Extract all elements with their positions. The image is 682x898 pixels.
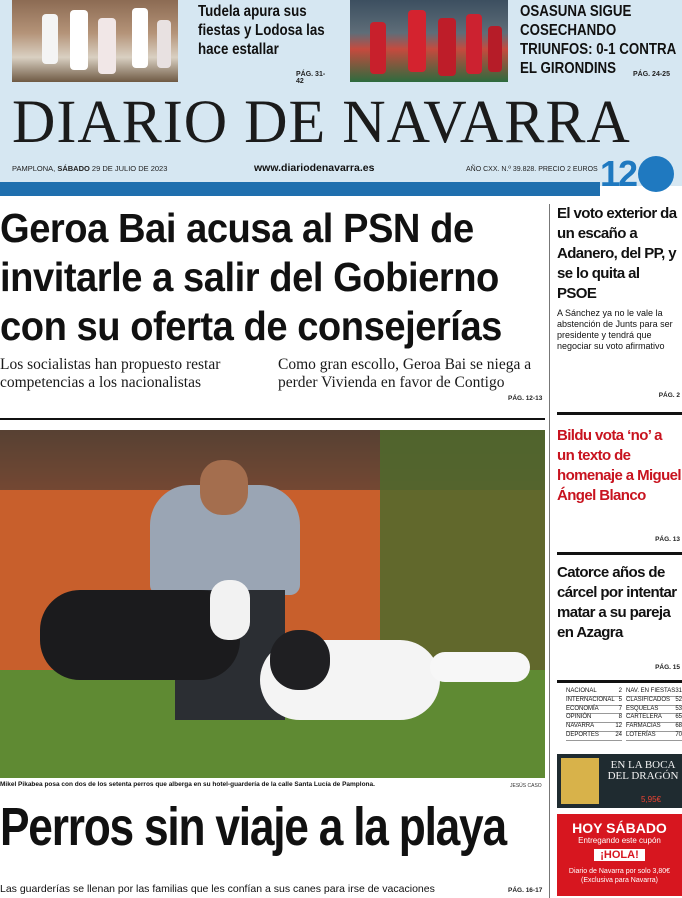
right-story-2[interactable]	[557, 426, 682, 548]
index-row[interactable]: ESQUELAS 53	[626, 706, 682, 715]
anniversary-zero-icon	[638, 156, 674, 192]
dateline-date: 29 DE JULIO DE 2023	[91, 164, 168, 173]
anniversary-digit-2: 2	[618, 153, 639, 194]
right-body-1: A Sánchez ya no le vale la abstención de Junts para ser presidente y tendrá que negociar su voto afirmativo	[557, 308, 673, 351]
index-row[interactable]: ECONOMÍA 7	[566, 706, 622, 715]
index-row[interactable]: FARMACIAS 68	[626, 723, 682, 732]
coupon-day: HOY SÁBADO	[572, 820, 667, 836]
right-pages-2: PÁG. 13	[655, 536, 680, 543]
divider	[557, 552, 682, 555]
edition-info: AÑO CXX. N.º 39.828. PRECIO 2 EUROS	[466, 166, 598, 173]
feature-pages: PÁG. 16-17	[508, 887, 543, 894]
teaser-tudela[interactable]	[12, 0, 330, 85]
book-price: 5,95€	[641, 795, 662, 804]
lead-pages: PÁG. 12-13	[508, 395, 543, 402]
teaser-photo-osasuna	[350, 0, 508, 82]
right-story-3[interactable]	[557, 563, 682, 677]
feature-headline[interactable]: Perros sin viaje a la playa	[0, 797, 506, 857]
index-row[interactable]: CLASIFICADOS 52	[626, 697, 682, 706]
anniversary-digit-1: 1	[600, 153, 621, 194]
teaser-photo-tudela	[12, 0, 178, 82]
photo-caption: Mikel Pikabea posa con dos de los setenta perros que alberga en su hotel-guardería de la calle Santa Lucía de Pamplona.	[0, 781, 375, 788]
right-headline-2: Bildu vota ‘no’ a un texto de homenaje a Miguel Ángel Blanco	[557, 427, 681, 504]
index-row[interactable]: NAVARRA 12	[566, 723, 622, 732]
hola-logo: ¡HOLA!	[594, 849, 645, 861]
teaser-headline: OSASUNA SIGUE COSECHANDO TRIUNFOS: 0-1 CONTRA EL GIRONDINS	[520, 3, 676, 77]
right-pages-1: PÁG. 2	[658, 392, 680, 399]
book-title: EN LA BOCA DEL DRAGÓN	[607, 759, 679, 782]
masthead-title: DIARIO DE NAVARRA	[12, 89, 631, 156]
index-row[interactable]: DEPORTES 24	[566, 732, 622, 741]
teaser-headline: Tudela apura sus fiestas y Lodosa las hace estallar	[198, 3, 325, 58]
index-row[interactable]: CARTELERA 65	[626, 714, 682, 723]
website-link[interactable]: www.diariodenavarra.es	[254, 162, 375, 174]
dateline-city: PAMPLONA,	[12, 164, 56, 173]
book-promo[interactable]	[557, 754, 682, 808]
teaser-pages: PÁG. 31-42	[296, 71, 326, 85]
index-row[interactable]: NAV. EN FIESTAS 31	[626, 688, 682, 697]
dateline-day: SÁBADO	[57, 164, 90, 173]
coupon-instruction: Entregando este cupón	[578, 836, 661, 845]
dateline	[12, 164, 167, 173]
right-headline-1: El voto exterior da un escaño a Adanero, del PP, y se lo quita al PSOE	[557, 205, 677, 302]
index-row[interactable]: NACIONAL 2	[566, 688, 622, 697]
coupon-offer: Diario de Navarra por solo 3,80€	[568, 868, 671, 875]
column-divider	[549, 204, 550, 898]
lead-headline[interactable]: Geroa Bai acusa al PSN de invitarle a salir del Gobierno con su oferta de consejerías	[0, 205, 502, 349]
lead-subhead-1: Los socialistas han propuesto restar competencias a los nacionalistas	[0, 356, 221, 391]
header-rule	[0, 182, 600, 196]
divider	[557, 412, 682, 415]
book-cover-icon	[561, 758, 599, 804]
right-headline-3: Catorce años de cárcel por intentar matar a su pareja en Azagra	[557, 564, 677, 641]
photo-credit: JESÚS CASO	[510, 783, 542, 789]
lead-subhead-2: Como gran escollo, Geroa Bai se niega a perder Vivienda en favor de Contigo	[278, 356, 532, 391]
right-story-1[interactable]	[557, 204, 682, 404]
coupon-promo[interactable]	[557, 814, 682, 896]
anniversary-logo	[600, 154, 676, 198]
index-row[interactable]: LOTERÍAS 70	[626, 732, 682, 741]
index-row[interactable]: OPINIÓN 8	[566, 714, 622, 723]
feature-subhead: Las guarderías se llenan por las familias que les confían a sus canes para irse de vacaciones	[0, 883, 435, 895]
right-pages-3: PÁG. 15	[655, 664, 680, 671]
coupon-exclusive: (Exclusiva para Navarra)	[580, 877, 659, 884]
divider	[557, 680, 682, 683]
index-row[interactable]: INTERNACIONAL 5	[566, 697, 622, 706]
divider	[0, 418, 545, 420]
main-photo	[0, 430, 545, 778]
teaser-pages: PÁG. 24-25	[633, 71, 670, 78]
teaser-osasuna[interactable]	[350, 0, 682, 82]
